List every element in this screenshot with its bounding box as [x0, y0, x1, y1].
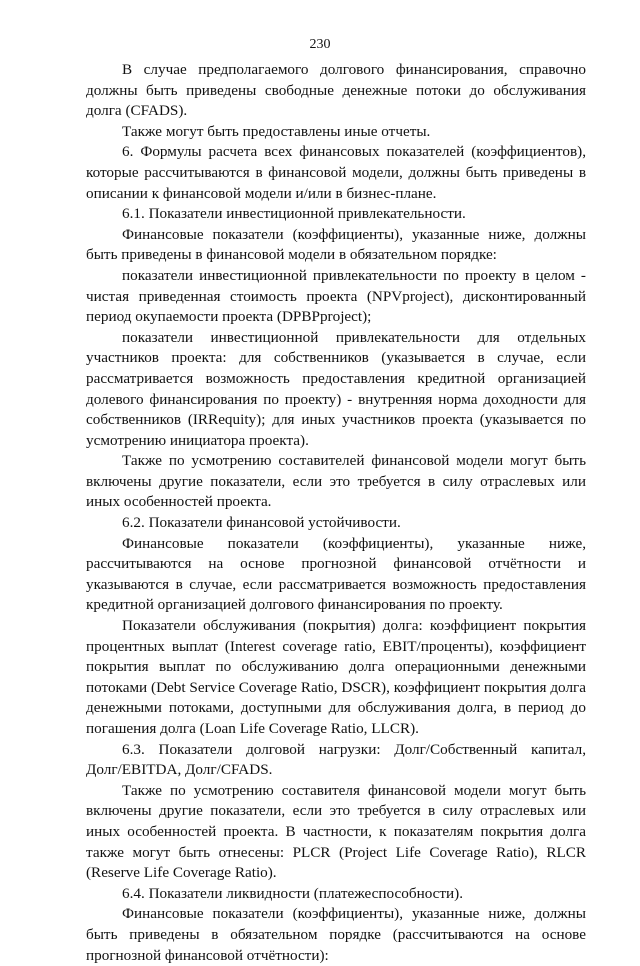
section-heading-6-3: 6.3. Показатели долговой нагрузки: Долг/Собственный капитал, Долг/EBITDA, Долг/CFADS.: [86, 740, 586, 779]
paragraph-item-6: 6. Формулы расчета всех финансовых показателей (коэффициентов), которые рассчитываются в финансовой модели, должны быть приведены в описании к финансовой модели и/или в бизнес-плане.: [86, 143, 586, 202]
paragraph-liquidity-indicators: Финансовые показатели (коэффициенты), указанные ниже, должны быть приведены в обязательном порядке (рассчитываются на основе прогнозной финансовой отчётности):: [86, 905, 586, 964]
document-body: [86, 60, 586, 966]
section-heading-6-4: 6.4. Показатели ликвидности (платежеспособности).: [122, 884, 464, 902]
page-number: 230: [309, 37, 331, 52]
paragraph-other-reports: Также могут быть предоставлены иные отчеты.: [122, 122, 431, 140]
paragraph-project-attractiveness: показатели инвестиционной привлекательности по проекту в целом - чистая приведенная стоимость проекта (NPVproject), дисконтированный период окупаемости проекта (DPBPproject);: [86, 266, 586, 326]
section-heading-6-1: 6.1. Показатели инвестиционной привлекательности.: [122, 205, 466, 223]
paragraph-mandatory-indicators: Финансовые показатели (коэффициенты), указанные ниже, должны быть приведены в финансовой модели в обязательном порядке:: [86, 225, 586, 264]
paragraph-cfads-note: В случае предполагаемого долгового финансирования, справочно должны быть приведены свободные денежные потоки до обслуживания долга (CFADS).: [86, 61, 586, 120]
paragraph-debt-service-coverage: Показатели обслуживания (покрытия) долга: коэффициент покрытия процентных выплат (Interest coverage ratio, EBIT/проценты), коэффициент покрытия выплат по обслуживанию долга операционными денежными потоками (Debt Service Coverage Ratio, DSCR), коэффициент покрытия долга денежными потоками, доступными для обслуживания долга, в период до погашения долга (Loan Life Coverage Ratio, LLCR).: [86, 617, 586, 737]
section-heading-6-2: 6.2. Показатели финансовой устойчивости.: [122, 514, 401, 532]
paragraph-additional-indicators-1: Также по усмотрению составителей финансовой модели могут быть включены другие показатели, если это требуется в силу отраслевых или иных особенностей проекта.: [86, 452, 586, 511]
paragraph-participant-attractiveness: показатели инвестиционной привлекательности для отдельных участников проекта: для собственников (указывается в случае, если рассматривается возможность предоставления кредитной организацией долевого финансирования по проекту) - внутренняя норма доходности для собственников (IRRequity); для иных участников проекта (указывается по усмотрению инициатора проекта).: [86, 328, 586, 449]
paragraph-financial-stability: Финансовые показатели (коэффициенты), указанные ниже, рассчитываются на основе прогнозной финансовой отчётности и указываются в случае, если рассматривается возможность предоставления кредитной организацией долгового финансирования по проекту.: [86, 534, 586, 614]
paragraph-additional-indicators-2: Также по усмотрению составителя финансовой модели могут быть включены другие показатели, если это требуется в силу отраслевых или иных особенностей проекта. В частности, к показателям покрытия долга также могут быть отнесены: PLCR (Project Life Coverage Ratio), RLCR (Reserve Life Coverage Ratio).: [86, 781, 586, 882]
